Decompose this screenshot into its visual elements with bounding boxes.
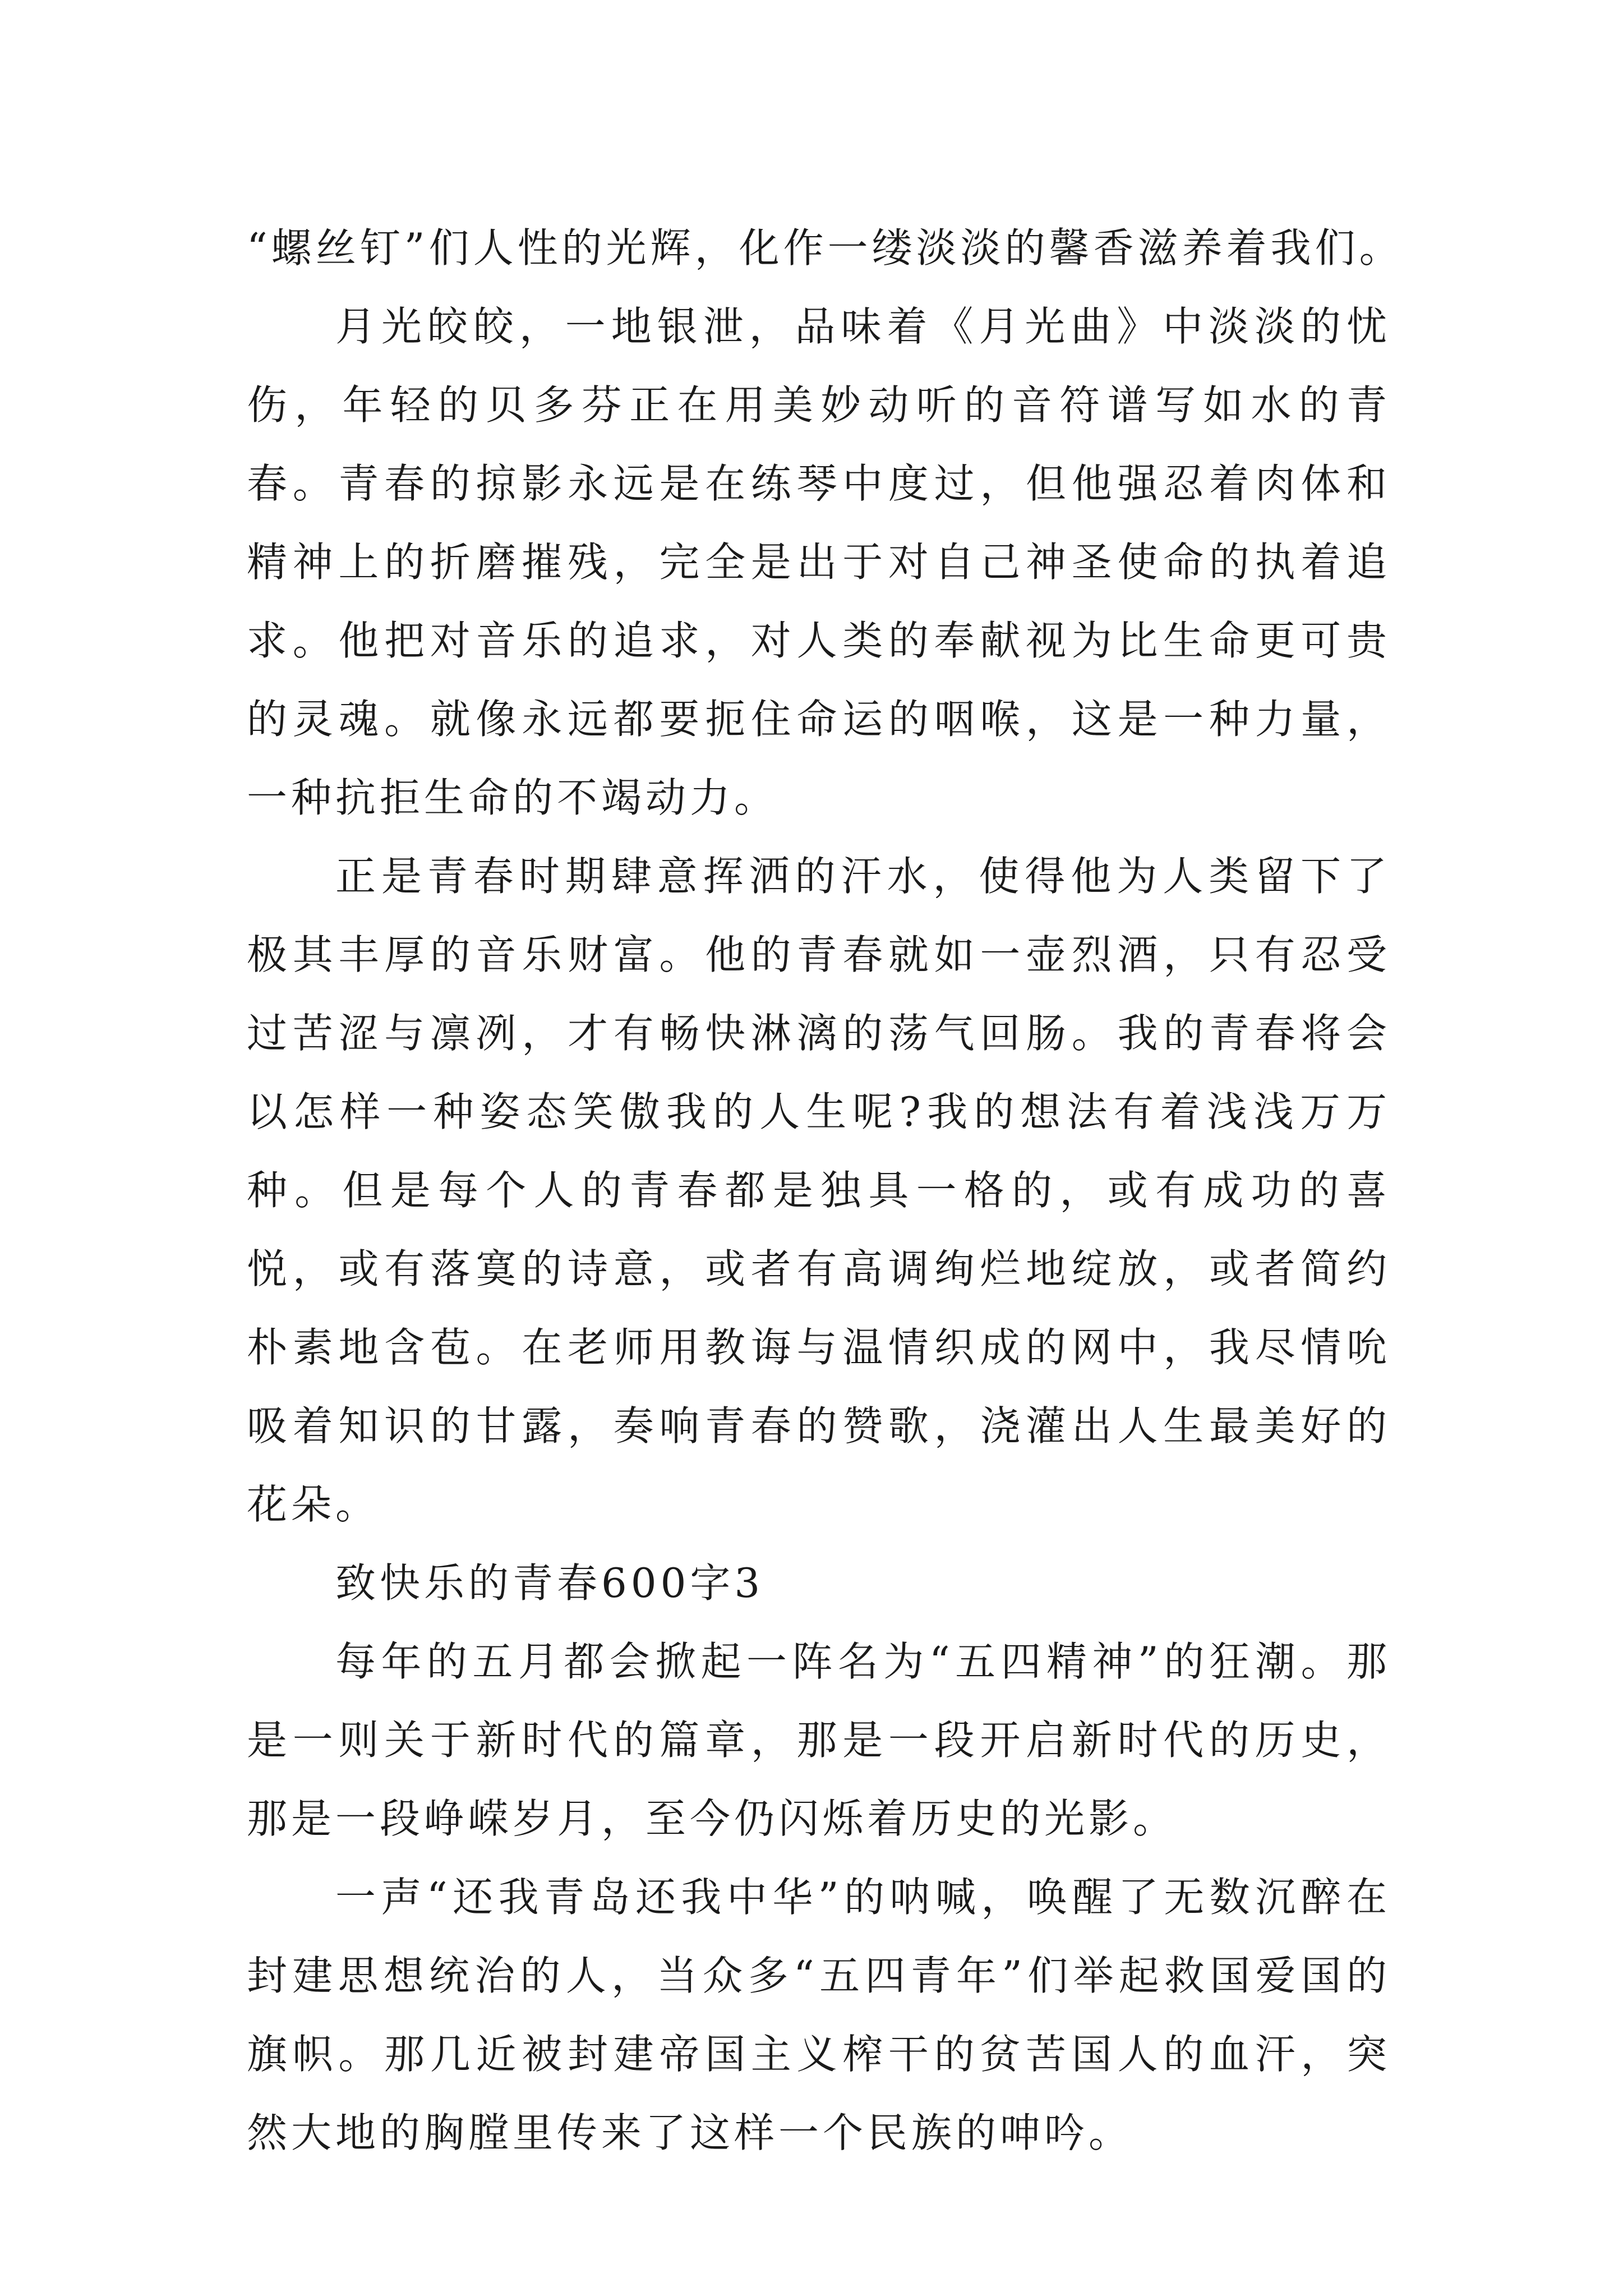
paragraph-shout: 一声“还我青岛还我中华”的呐喊，唤醒了无数沉醉在封建思想统治的人，当众多“五四青年”们举起救国爱国的旗帜。那几近被封建帝国主义榨干的贫苦国人的血汗，突然大地的胸膛里传来了这样一个民族的呻吟。 [247,1874,1391,2156]
paragraph-continuation: “螺丝钉”们人性的光辉，化作一缕淡淡的馨香滋养着我们。 [247,224,1404,272]
paragraph-may-fourth: 每年的五月都会掀起一阵名为“五四精神”的狂潮。那是一则关于新时代的篇章，那是一段开启新时代的历史，那是一段峥嵘岁月，至今仍闪烁着历史的光影。 [247,1638,1391,1842]
paragraph-moonlight: 月光皎皎，一地银泄，品味着《月光曲》中淡淡的忧伤，年轻的贝多芬正在用美妙动听的音符谱写如水的青春。青春的掠影永远是在练琴中度过，但他强忍着肉体和精神上的折磨摧残，完全是出于对自己神圣使命的执着追求。他把对音乐的追求，对人类的奉献视为比生命更可贵的灵魂。就像永远都要扼住命运的咽喉，这是一种力量，一种抗拒生命的不竭动力。 [247,303,1391,821]
section-heading: 致快乐的青春600字3 [335,1559,764,1607]
document-body [247,209,1404,2172]
paragraph-youth-sweat: 正是青春时期肆意挥洒的汗水，使得他为人类留下了极其丰厚的音乐财富。他的青春就如一壶烈酒，只有忍受过苦涩与凛冽，才有畅快淋漓的荡气回肠。我的青春将会以怎样一种姿态笑傲我的人生呢?我的想法有着浅浅万万种。但是每个人的青春都是独具一格的，或有成功的喜悦，或有落寞的诗意，或者有高调绚烂地绽放，或者简约朴素地含苞。在老师用教诲与温情织成的网中，我尽情吮吸着知识的甘露，奏响青春的赞歌，浇灌出人生最美好的花朵。 [247,853,1391,1528]
